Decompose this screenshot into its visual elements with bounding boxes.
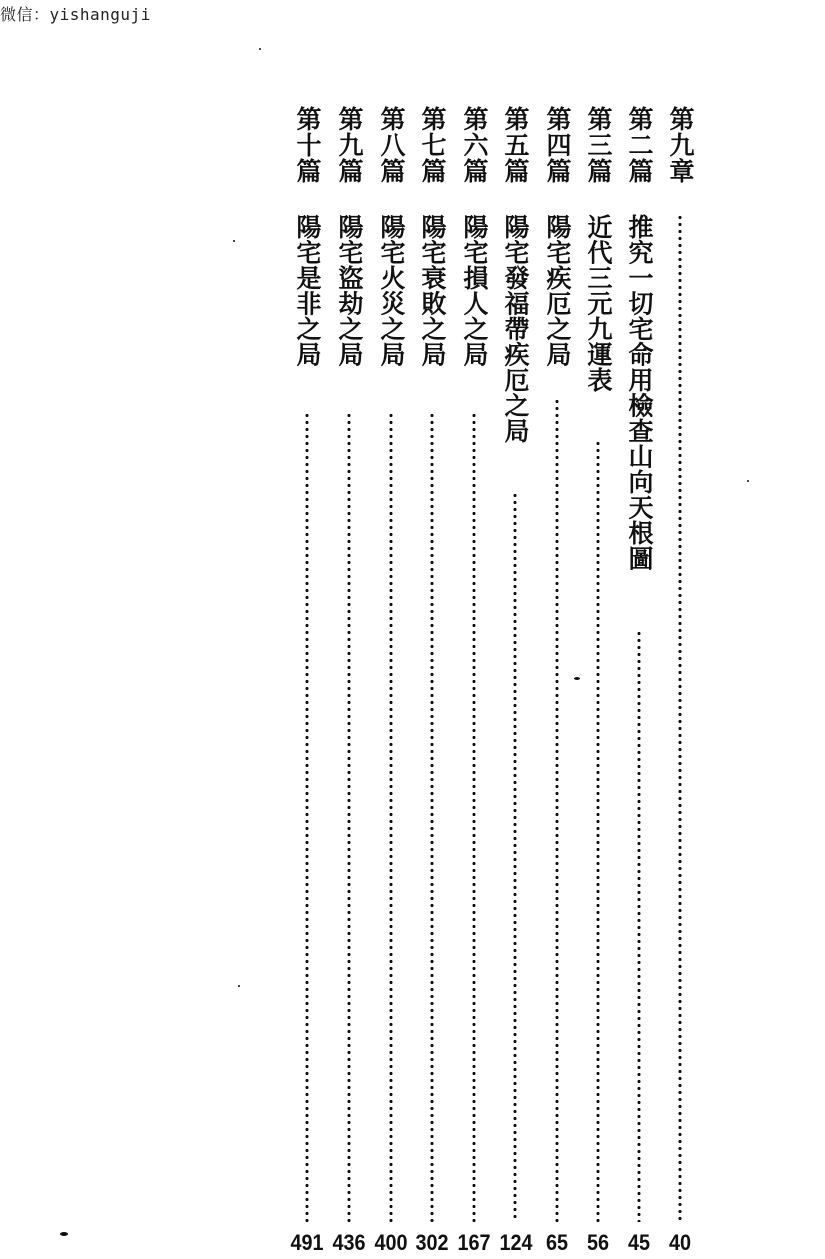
- page-number: 167: [457, 1230, 491, 1255]
- entry-label: 第四篇: [543, 106, 572, 184]
- entry-label: 第九章: [666, 106, 695, 184]
- toc-entry-chapter-9: [663, 0, 697, 1259]
- entry-label: 第十篇: [293, 106, 322, 184]
- toc-entry-part-3: [581, 0, 615, 1259]
- entry-title: 陽宅疾厄之局: [543, 214, 572, 367]
- entry-label: 第九篇: [335, 106, 364, 184]
- dotted-leader: [513, 492, 517, 1222]
- page-number: 436: [332, 1230, 366, 1255]
- scan-speck: [60, 1232, 68, 1236]
- entry-title: 陽宅火災之局: [377, 214, 406, 367]
- entry-label: 第二篇: [625, 106, 654, 184]
- dotted-leader: [596, 440, 600, 1222]
- dotted-leader: [305, 412, 309, 1222]
- page-number-row: [0, 1224, 825, 1259]
- scan-speck: [574, 677, 580, 680]
- toc-entry-part-6: [457, 0, 491, 1259]
- entry-title: 陽宅衰敗之局: [418, 214, 447, 367]
- dotted-leader: [637, 630, 641, 1222]
- toc-entry-part-10: [290, 0, 324, 1259]
- scan-speck: [259, 48, 261, 50]
- dotted-leader: [389, 412, 393, 1222]
- page-number: 491: [290, 1230, 324, 1255]
- entry-title: 陽宅是非之局: [293, 214, 322, 367]
- entry-label: 第五篇: [501, 106, 530, 184]
- scan-speck: [233, 240, 235, 242]
- entry-title: 陽宅損人之局: [460, 214, 489, 367]
- toc-entry-part-4: [540, 0, 574, 1259]
- scan-speck: [238, 985, 240, 987]
- page-number: 45: [627, 1230, 651, 1255]
- watermark-text: 微信：yishanguji: [0, 5, 151, 24]
- page-number: 40: [668, 1230, 692, 1255]
- page-number: 56: [586, 1230, 610, 1255]
- dotted-leader: [472, 412, 476, 1222]
- entry-label: 第三篇: [584, 106, 613, 184]
- entry-label: 第六篇: [460, 106, 489, 184]
- entry-title: 陽宅發福帶疾厄之局: [501, 214, 530, 444]
- dotted-leader: [430, 412, 434, 1222]
- toc-entry-part-7: [415, 0, 449, 1259]
- page-number: 400: [374, 1230, 408, 1255]
- toc-entry-part-9: [332, 0, 366, 1259]
- entry-title: 近代三元九運表: [584, 214, 613, 393]
- toc-entry-part-5: [498, 0, 532, 1259]
- page-number: 302: [415, 1230, 449, 1255]
- dotted-leader: [555, 398, 559, 1222]
- entry-label: 第八篇: [377, 106, 406, 184]
- toc-entry-part-8: [374, 0, 408, 1259]
- dotted-leader: [678, 214, 682, 1222]
- entry-label: 第七篇: [418, 106, 447, 184]
- scan-speck: [747, 480, 749, 482]
- toc-entry-part-2: [622, 0, 656, 1259]
- entry-title: 推究一切宅命用檢查山向天根圖: [625, 214, 654, 571]
- entry-title: 陽宅盜劫之局: [335, 214, 364, 367]
- dotted-leader: [347, 412, 351, 1222]
- page-number: 65: [545, 1230, 569, 1255]
- page-number: 124: [499, 1230, 533, 1255]
